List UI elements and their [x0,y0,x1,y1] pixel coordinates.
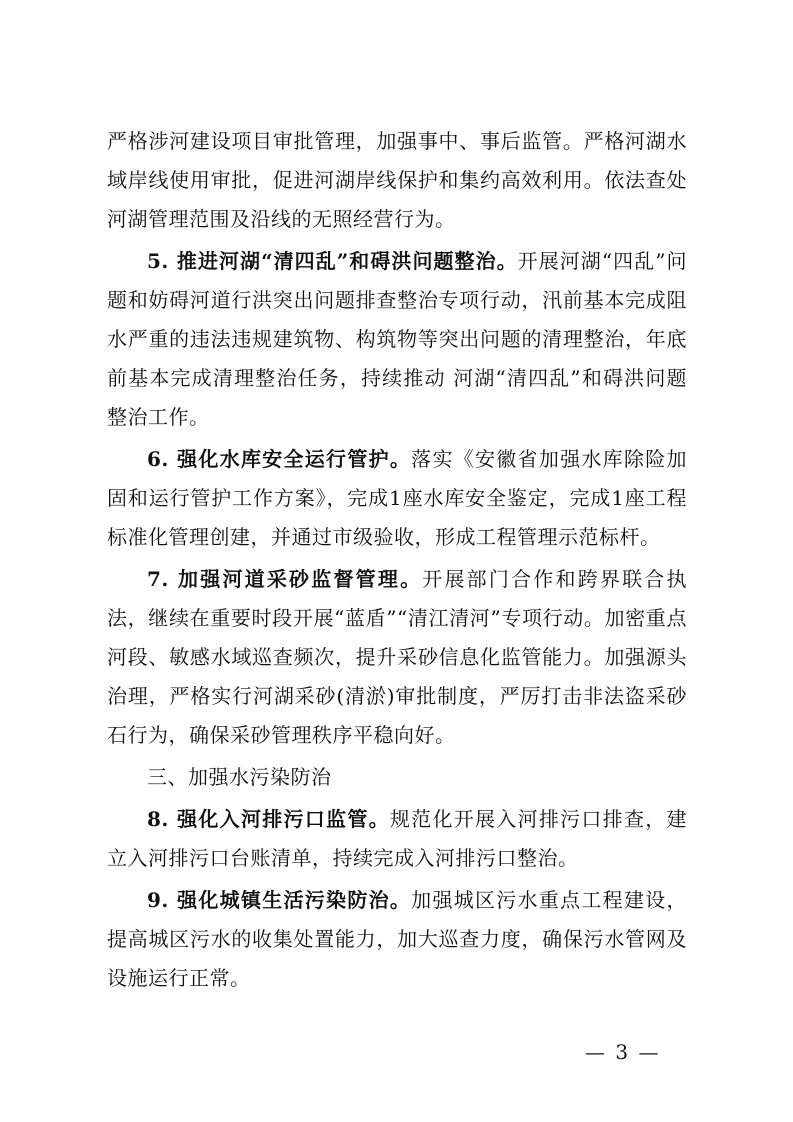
section-heading [107,758,687,797]
paragraph-item-7 [107,560,687,755]
item-heading: 6. 强化水库安全运行管护。 [147,447,412,471]
paragraph-text: 开展部门合作和跨界联合执法，继续在重要时段开展“蓝盾”“清江清河”专项行动。加密重点河段、敏感水域巡查频次，提升采砂信息化监管能力。加强源头治理，严格实行河湖采砂(清淤)审批制度，严厉打击非法盗采砂石行为，确保采砂管理秩序平稳向好。 [107,567,688,747]
paragraph-text: 落实《安徽省加强水库除险加固和运行管护工作方案》，完成1座水库安全鉴定，完成1座工程标准化管理创建，并通过市级验收，形成工程管理示范标杆。 [107,447,687,549]
item-heading: 7. 加强河道采砂监督管理。 [147,567,423,591]
paragraph-text: 加强城区污水重点工程建设，提高城区污水的收集处置能力，加大巡查力度，确保污水管网及设施运行正常。 [107,888,687,990]
item-heading: 9. 强化城镇生活污染防治。 [147,888,412,912]
paragraph-item-8 [107,800,687,878]
item-heading: 5. 推进河湖“清四乱”和碍洪问题整治。 [147,249,518,273]
paragraph-continuation [107,122,687,239]
paragraph-item-9 [107,881,687,998]
paragraph-text: 规范化开展入河排污口排查，建立入河排污口台账清单，持续完成入河排污口整治。 [107,807,688,870]
body-text [107,122,687,998]
page-number: — 3 — [585,1040,661,1064]
section-heading-text: 三、加强水污染防治 [147,765,332,789]
item-heading: 8. 强化入河排污口监管。 [147,807,390,831]
paragraph-item-6 [107,440,687,557]
paragraph-text: 严格涉河建设项目审批管理，加强事中、事后监管。严格河湖水域岸线使用审批，促进河湖岸线保护和集约高效利用。依法查处河湖管理范围及沿线的无照经营行为。 [107,129,687,231]
paragraph-item-5 [107,242,687,437]
paragraph-text: 开展河湖“四乱”问题和妨碍河道行洪突出问题排查整治专项行动，汛前基本完成阻水严重的违法违规建筑物、构筑物等突出问题的清理整治，年底前基本完成清理整治任务，持续推动 河湖“清四乱”和碍洪问题整治工作。 [107,249,687,429]
